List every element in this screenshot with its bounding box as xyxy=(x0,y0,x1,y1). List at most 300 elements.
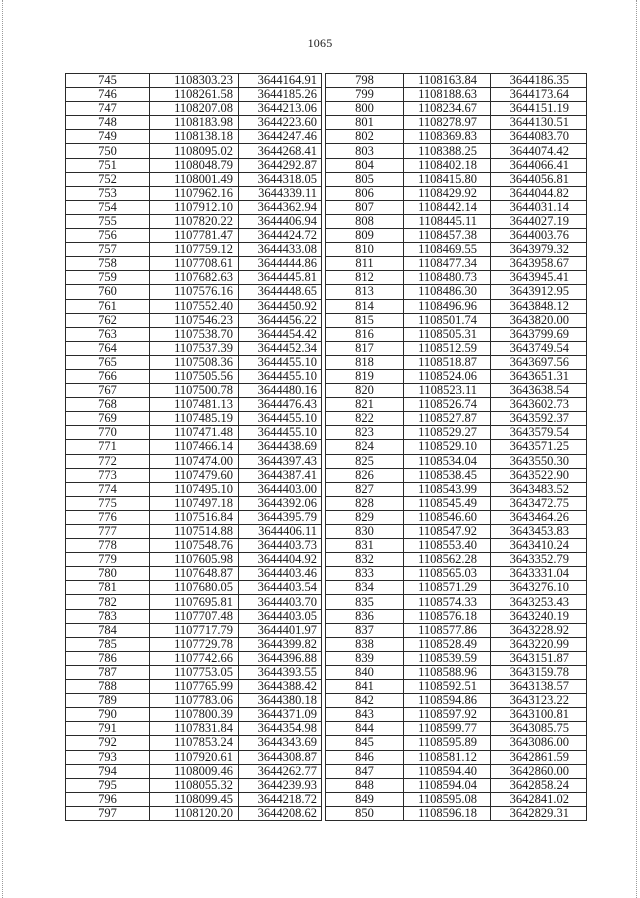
table-row xyxy=(66,595,322,609)
x-coordinate-cell: 1107605.98 xyxy=(150,553,239,567)
table-row xyxy=(326,792,587,806)
table-row xyxy=(66,736,322,750)
y-coordinate-cell: 3644339.11 xyxy=(239,186,322,200)
point-number-cell: 832 xyxy=(326,553,404,567)
point-number-cell: 751 xyxy=(66,158,150,172)
y-coordinate-cell: 3643220.99 xyxy=(491,637,587,651)
x-coordinate-cell: 1108388.25 xyxy=(404,144,491,158)
table-row xyxy=(66,257,322,271)
x-coordinate-cell: 1108562.28 xyxy=(404,553,491,567)
point-number-cell: 826 xyxy=(326,468,404,482)
table-row xyxy=(326,74,587,88)
point-number-cell: 772 xyxy=(66,454,150,468)
y-coordinate-cell: 3644456.22 xyxy=(239,313,322,327)
point-number-cell: 827 xyxy=(326,482,404,496)
x-coordinate-cell: 1108512.59 xyxy=(404,341,491,355)
table-row xyxy=(326,510,587,524)
y-coordinate-cell: 3644403.70 xyxy=(239,595,322,609)
y-coordinate-cell: 3643464.26 xyxy=(491,510,587,524)
table-row xyxy=(326,102,587,116)
point-number-cell: 823 xyxy=(326,426,404,440)
point-number-cell: 814 xyxy=(326,299,404,313)
point-number-cell: 798 xyxy=(326,74,404,88)
table-row xyxy=(66,243,322,257)
x-coordinate-cell: 1107729.78 xyxy=(150,637,239,651)
table-row xyxy=(66,88,322,102)
point-number-cell: 800 xyxy=(326,102,404,116)
x-coordinate-cell: 1108457.38 xyxy=(404,229,491,243)
table-row xyxy=(326,158,587,172)
y-coordinate-cell: 3644403.05 xyxy=(239,609,322,623)
table-row xyxy=(66,722,322,736)
x-coordinate-cell: 1108480.73 xyxy=(404,271,491,285)
table-row xyxy=(66,341,322,355)
point-number-cell: 761 xyxy=(66,299,150,313)
point-number-cell: 817 xyxy=(326,341,404,355)
table-row xyxy=(66,285,322,299)
x-coordinate-cell: 1108234.67 xyxy=(404,102,491,116)
table-row xyxy=(326,750,587,764)
x-coordinate-cell: 1107708.61 xyxy=(150,257,239,271)
table-row xyxy=(326,355,587,369)
x-coordinate-cell: 1108518.87 xyxy=(404,355,491,369)
y-coordinate-cell: 3643579.54 xyxy=(491,426,587,440)
point-number-cell: 747 xyxy=(66,102,150,116)
point-number-cell: 777 xyxy=(66,525,150,539)
y-coordinate-cell: 3643453.83 xyxy=(491,525,587,539)
x-coordinate-cell: 1108594.86 xyxy=(404,694,491,708)
x-coordinate-cell: 1108207.08 xyxy=(150,102,239,116)
point-number-cell: 788 xyxy=(66,680,150,694)
y-coordinate-cell: 3644452.34 xyxy=(239,341,322,355)
point-number-cell: 753 xyxy=(66,186,150,200)
x-coordinate-cell: 1107783.06 xyxy=(150,694,239,708)
point-number-cell: 847 xyxy=(326,764,404,778)
table-row xyxy=(326,257,587,271)
point-number-cell: 829 xyxy=(326,510,404,524)
x-coordinate-cell: 1107546.23 xyxy=(150,313,239,327)
y-coordinate-cell: 3643550.30 xyxy=(491,454,587,468)
x-coordinate-cell: 1108469.55 xyxy=(404,243,491,257)
x-coordinate-cell: 1108581.12 xyxy=(404,750,491,764)
point-number-cell: 844 xyxy=(326,722,404,736)
table-row xyxy=(326,778,587,792)
y-coordinate-cell: 3644354.98 xyxy=(239,722,322,736)
table-row xyxy=(326,496,587,510)
table-row xyxy=(326,680,587,694)
scan-edge-right xyxy=(636,0,637,898)
table-row xyxy=(326,285,587,299)
table-row xyxy=(326,116,587,130)
coordinate-table-right xyxy=(325,73,587,821)
y-coordinate-cell: 3644403.54 xyxy=(239,581,322,595)
x-coordinate-cell: 1108594.40 xyxy=(404,764,491,778)
y-coordinate-cell: 3644393.55 xyxy=(239,665,322,679)
point-number-cell: 802 xyxy=(326,130,404,144)
point-number-cell: 808 xyxy=(326,214,404,228)
point-number-cell: 835 xyxy=(326,595,404,609)
y-coordinate-cell: 3644083.70 xyxy=(491,130,587,144)
x-coordinate-cell: 1107466.14 xyxy=(150,440,239,454)
table-row xyxy=(66,186,322,200)
coordinate-table-right-body xyxy=(326,74,587,821)
table-row xyxy=(326,440,587,454)
table-row xyxy=(326,651,587,665)
y-coordinate-cell: 3643410.24 xyxy=(491,539,587,553)
x-coordinate-cell: 1108099.45 xyxy=(150,792,239,806)
point-number-cell: 746 xyxy=(66,88,150,102)
table-row xyxy=(66,313,322,327)
y-coordinate-cell: 3644404.92 xyxy=(239,553,322,567)
point-number-cell: 775 xyxy=(66,496,150,510)
x-coordinate-cell: 1108303.23 xyxy=(150,74,239,88)
table-row xyxy=(326,200,587,214)
table-row xyxy=(326,764,587,778)
table-row xyxy=(66,665,322,679)
point-number-cell: 839 xyxy=(326,651,404,665)
y-coordinate-cell: 3644044.82 xyxy=(491,186,587,200)
x-coordinate-cell: 1108553.40 xyxy=(404,539,491,553)
table-row xyxy=(326,88,587,102)
y-coordinate-cell: 3644223.60 xyxy=(239,116,322,130)
table-row xyxy=(66,158,322,172)
point-number-cell: 815 xyxy=(326,313,404,327)
table-row xyxy=(326,595,587,609)
table-row xyxy=(66,412,322,426)
point-number-cell: 846 xyxy=(326,750,404,764)
x-coordinate-cell: 1108415.80 xyxy=(404,172,491,186)
x-coordinate-cell: 1108529.27 xyxy=(404,426,491,440)
y-coordinate-cell: 3644003.76 xyxy=(491,229,587,243)
point-number-cell: 805 xyxy=(326,172,404,186)
x-coordinate-cell: 1108545.49 xyxy=(404,496,491,510)
x-coordinate-cell: 1107680.05 xyxy=(150,581,239,595)
y-coordinate-cell: 3644247.46 xyxy=(239,130,322,144)
y-coordinate-cell: 3644396.88 xyxy=(239,651,322,665)
y-coordinate-cell: 3644395.79 xyxy=(239,510,322,524)
x-coordinate-cell: 1108486.30 xyxy=(404,285,491,299)
point-number-cell: 789 xyxy=(66,694,150,708)
point-number-cell: 818 xyxy=(326,355,404,369)
y-coordinate-cell: 3644268.41 xyxy=(239,144,322,158)
y-coordinate-cell: 3644185.26 xyxy=(239,88,322,102)
x-coordinate-cell: 1108528.49 xyxy=(404,637,491,651)
x-coordinate-cell: 1108576.18 xyxy=(404,609,491,623)
x-coordinate-cell: 1108588.96 xyxy=(404,665,491,679)
point-number-cell: 758 xyxy=(66,257,150,271)
point-number-cell: 791 xyxy=(66,722,150,736)
y-coordinate-cell: 3644401.97 xyxy=(239,623,322,637)
x-coordinate-cell: 1107765.99 xyxy=(150,680,239,694)
y-coordinate-cell: 3644292.87 xyxy=(239,158,322,172)
table-row xyxy=(66,468,322,482)
x-coordinate-cell: 1107820.22 xyxy=(150,214,239,228)
y-coordinate-cell: 3644403.73 xyxy=(239,539,322,553)
x-coordinate-cell: 1107781.47 xyxy=(150,229,239,243)
x-coordinate-cell: 1108055.32 xyxy=(150,778,239,792)
point-number-cell: 745 xyxy=(66,74,150,88)
x-coordinate-cell: 1107471.48 xyxy=(150,426,239,440)
table-row xyxy=(326,482,587,496)
y-coordinate-cell: 3643651.31 xyxy=(491,369,587,383)
x-coordinate-cell: 1108501.74 xyxy=(404,313,491,327)
y-coordinate-cell: 3644371.09 xyxy=(239,708,322,722)
x-coordinate-cell: 1107682.63 xyxy=(150,271,239,285)
table-row xyxy=(326,144,587,158)
y-coordinate-cell: 3644130.51 xyxy=(491,116,587,130)
y-coordinate-cell: 3644318.05 xyxy=(239,172,322,186)
x-coordinate-cell: 1108445.11 xyxy=(404,214,491,228)
point-number-cell: 793 xyxy=(66,750,150,764)
point-number-cell: 837 xyxy=(326,623,404,637)
point-number-cell: 776 xyxy=(66,510,150,524)
point-number-cell: 828 xyxy=(326,496,404,510)
coordinate-table-left-body xyxy=(66,74,322,821)
point-number-cell: 752 xyxy=(66,172,150,186)
y-coordinate-cell: 3644433.08 xyxy=(239,243,322,257)
y-coordinate-cell: 3644031.14 xyxy=(491,200,587,214)
y-coordinate-cell: 3643979.32 xyxy=(491,243,587,257)
point-number-cell: 790 xyxy=(66,708,150,722)
table-row xyxy=(326,609,587,623)
table-row xyxy=(66,609,322,623)
point-number-cell: 812 xyxy=(326,271,404,285)
x-coordinate-cell: 1107707.48 xyxy=(150,609,239,623)
y-coordinate-cell: 3644444.86 xyxy=(239,257,322,271)
point-number-cell: 842 xyxy=(326,694,404,708)
table-row xyxy=(326,637,587,651)
table-row xyxy=(66,510,322,524)
point-number-cell: 770 xyxy=(66,426,150,440)
point-number-cell: 841 xyxy=(326,680,404,694)
y-coordinate-cell: 3643331.04 xyxy=(491,567,587,581)
x-coordinate-cell: 1108369.83 xyxy=(404,130,491,144)
table-row xyxy=(66,651,322,665)
x-coordinate-cell: 1108505.31 xyxy=(404,327,491,341)
x-coordinate-cell: 1108188.63 xyxy=(404,88,491,102)
point-number-cell: 848 xyxy=(326,778,404,792)
point-number-cell: 822 xyxy=(326,412,404,426)
point-number-cell: 768 xyxy=(66,398,150,412)
point-number-cell: 807 xyxy=(326,200,404,214)
x-coordinate-cell: 1108183.98 xyxy=(150,116,239,130)
y-coordinate-cell: 3643086.00 xyxy=(491,736,587,750)
table-row xyxy=(326,525,587,539)
point-number-cell: 809 xyxy=(326,229,404,243)
table-row xyxy=(326,229,587,243)
table-row xyxy=(326,567,587,581)
x-coordinate-cell: 1107742.66 xyxy=(150,651,239,665)
point-number-cell: 769 xyxy=(66,412,150,426)
coordinate-table-left xyxy=(65,73,322,821)
x-coordinate-cell: 1108048.79 xyxy=(150,158,239,172)
x-coordinate-cell: 1108538.45 xyxy=(404,468,491,482)
x-coordinate-cell: 1108571.29 xyxy=(404,581,491,595)
y-coordinate-cell: 3644218.72 xyxy=(239,792,322,806)
point-number-cell: 810 xyxy=(326,243,404,257)
table-row xyxy=(326,271,587,285)
x-coordinate-cell: 1108429.92 xyxy=(404,186,491,200)
y-coordinate-cell: 3644308.87 xyxy=(239,750,322,764)
y-coordinate-cell: 3643820.00 xyxy=(491,313,587,327)
y-coordinate-cell: 3644164.91 xyxy=(239,74,322,88)
x-coordinate-cell: 1108009.46 xyxy=(150,764,239,778)
point-number-cell: 831 xyxy=(326,539,404,553)
table-row xyxy=(326,454,587,468)
table-row xyxy=(326,623,587,637)
y-coordinate-cell: 3643240.19 xyxy=(491,609,587,623)
x-coordinate-cell: 1108477.34 xyxy=(404,257,491,271)
point-number-cell: 804 xyxy=(326,158,404,172)
x-coordinate-cell: 1108534.04 xyxy=(404,454,491,468)
table-row xyxy=(326,722,587,736)
x-coordinate-cell: 1108001.49 xyxy=(150,172,239,186)
table-row xyxy=(66,102,322,116)
x-coordinate-cell: 1107485.19 xyxy=(150,412,239,426)
table-row xyxy=(66,214,322,228)
x-coordinate-cell: 1107508.36 xyxy=(150,355,239,369)
y-coordinate-cell: 3643253.43 xyxy=(491,595,587,609)
point-number-cell: 833 xyxy=(326,567,404,581)
y-coordinate-cell: 3643483.52 xyxy=(491,482,587,496)
y-coordinate-cell: 3643571.25 xyxy=(491,440,587,454)
x-coordinate-cell: 1108539.59 xyxy=(404,651,491,665)
x-coordinate-cell: 1108546.60 xyxy=(404,510,491,524)
y-coordinate-cell: 3644074.42 xyxy=(491,144,587,158)
y-coordinate-cell: 3644450.92 xyxy=(239,299,322,313)
y-coordinate-cell: 3643602.73 xyxy=(491,398,587,412)
y-coordinate-cell: 3643958.67 xyxy=(491,257,587,271)
x-coordinate-cell: 1107505.56 xyxy=(150,369,239,383)
point-number-cell: 797 xyxy=(66,806,150,820)
y-coordinate-cell: 3643749.54 xyxy=(491,341,587,355)
table-row xyxy=(66,355,322,369)
table-row xyxy=(66,271,322,285)
table-row xyxy=(326,384,587,398)
point-number-cell: 750 xyxy=(66,144,150,158)
table-row xyxy=(66,440,322,454)
x-coordinate-cell: 1107695.81 xyxy=(150,595,239,609)
x-coordinate-cell: 1107753.05 xyxy=(150,665,239,679)
y-coordinate-cell: 3644056.81 xyxy=(491,172,587,186)
x-coordinate-cell: 1108138.18 xyxy=(150,130,239,144)
y-coordinate-cell: 3643522.90 xyxy=(491,468,587,482)
y-coordinate-cell: 3644173.64 xyxy=(491,88,587,102)
x-coordinate-cell: 1108526.74 xyxy=(404,398,491,412)
point-number-cell: 760 xyxy=(66,285,150,299)
point-number-cell: 783 xyxy=(66,609,150,623)
table-row xyxy=(326,214,587,228)
y-coordinate-cell: 3643638.54 xyxy=(491,384,587,398)
table-row xyxy=(326,426,587,440)
point-number-cell: 803 xyxy=(326,144,404,158)
y-coordinate-cell: 3643912.95 xyxy=(491,285,587,299)
point-number-cell: 774 xyxy=(66,482,150,496)
table-row xyxy=(66,637,322,651)
y-coordinate-cell: 3644406.94 xyxy=(239,214,322,228)
table-row xyxy=(66,708,322,722)
table-row xyxy=(66,482,322,496)
point-number-cell: 796 xyxy=(66,792,150,806)
y-coordinate-cell: 3643472.75 xyxy=(491,496,587,510)
point-number-cell: 784 xyxy=(66,623,150,637)
table-row xyxy=(66,116,322,130)
x-coordinate-cell: 1107552.40 xyxy=(150,299,239,313)
table-row xyxy=(66,74,322,88)
y-coordinate-cell: 3642829.31 xyxy=(491,806,587,820)
table-row xyxy=(66,398,322,412)
x-coordinate-cell: 1107479.60 xyxy=(150,468,239,482)
x-coordinate-cell: 1107537.39 xyxy=(150,341,239,355)
y-coordinate-cell: 3643352.79 xyxy=(491,553,587,567)
table-row xyxy=(66,525,322,539)
table-row xyxy=(66,426,322,440)
y-coordinate-cell: 3644455.10 xyxy=(239,369,322,383)
y-coordinate-cell: 3643159.78 xyxy=(491,665,587,679)
table-row xyxy=(66,144,322,158)
table-row xyxy=(326,694,587,708)
table-row xyxy=(326,398,587,412)
table-row xyxy=(66,172,322,186)
point-number-cell: 799 xyxy=(326,88,404,102)
point-number-cell: 765 xyxy=(66,355,150,369)
y-coordinate-cell: 3644476.43 xyxy=(239,398,322,412)
y-coordinate-cell: 3643100.81 xyxy=(491,708,587,722)
y-coordinate-cell: 3644151.19 xyxy=(491,102,587,116)
y-coordinate-cell: 3644262.77 xyxy=(239,764,322,778)
table-row xyxy=(66,792,322,806)
point-number-cell: 749 xyxy=(66,130,150,144)
point-number-cell: 778 xyxy=(66,539,150,553)
point-number-cell: 806 xyxy=(326,186,404,200)
x-coordinate-cell: 1108565.03 xyxy=(404,567,491,581)
y-coordinate-cell: 3643151.87 xyxy=(491,651,587,665)
y-coordinate-cell: 3643123.22 xyxy=(491,694,587,708)
x-coordinate-cell: 1108577.86 xyxy=(404,623,491,637)
x-coordinate-cell: 1107474.00 xyxy=(150,454,239,468)
point-number-cell: 801 xyxy=(326,116,404,130)
table-row xyxy=(66,806,322,820)
table-row xyxy=(66,581,322,595)
y-coordinate-cell: 3644343.69 xyxy=(239,736,322,750)
table-row xyxy=(326,708,587,722)
table-row xyxy=(326,468,587,482)
point-number-cell: 819 xyxy=(326,369,404,383)
table-row xyxy=(66,200,322,214)
x-coordinate-cell: 1108595.89 xyxy=(404,736,491,750)
point-number-cell: 840 xyxy=(326,665,404,679)
table-row xyxy=(66,567,322,581)
y-coordinate-cell: 3644387.41 xyxy=(239,468,322,482)
x-coordinate-cell: 1108592.51 xyxy=(404,680,491,694)
point-number-cell: 843 xyxy=(326,708,404,722)
x-coordinate-cell: 1108163.84 xyxy=(404,74,491,88)
x-coordinate-cell: 1108599.77 xyxy=(404,722,491,736)
x-coordinate-cell: 1107853.24 xyxy=(150,736,239,750)
table-row xyxy=(66,229,322,243)
point-number-cell: 824 xyxy=(326,440,404,454)
x-coordinate-cell: 1107831.84 xyxy=(150,722,239,736)
x-coordinate-cell: 1108596.18 xyxy=(404,806,491,820)
y-coordinate-cell: 3644213.06 xyxy=(239,102,322,116)
point-number-cell: 782 xyxy=(66,595,150,609)
point-number-cell: 830 xyxy=(326,525,404,539)
y-coordinate-cell: 3643799.69 xyxy=(491,327,587,341)
x-coordinate-cell: 1107538.70 xyxy=(150,327,239,341)
y-coordinate-cell: 3644239.93 xyxy=(239,778,322,792)
table-row xyxy=(326,341,587,355)
point-number-cell: 794 xyxy=(66,764,150,778)
